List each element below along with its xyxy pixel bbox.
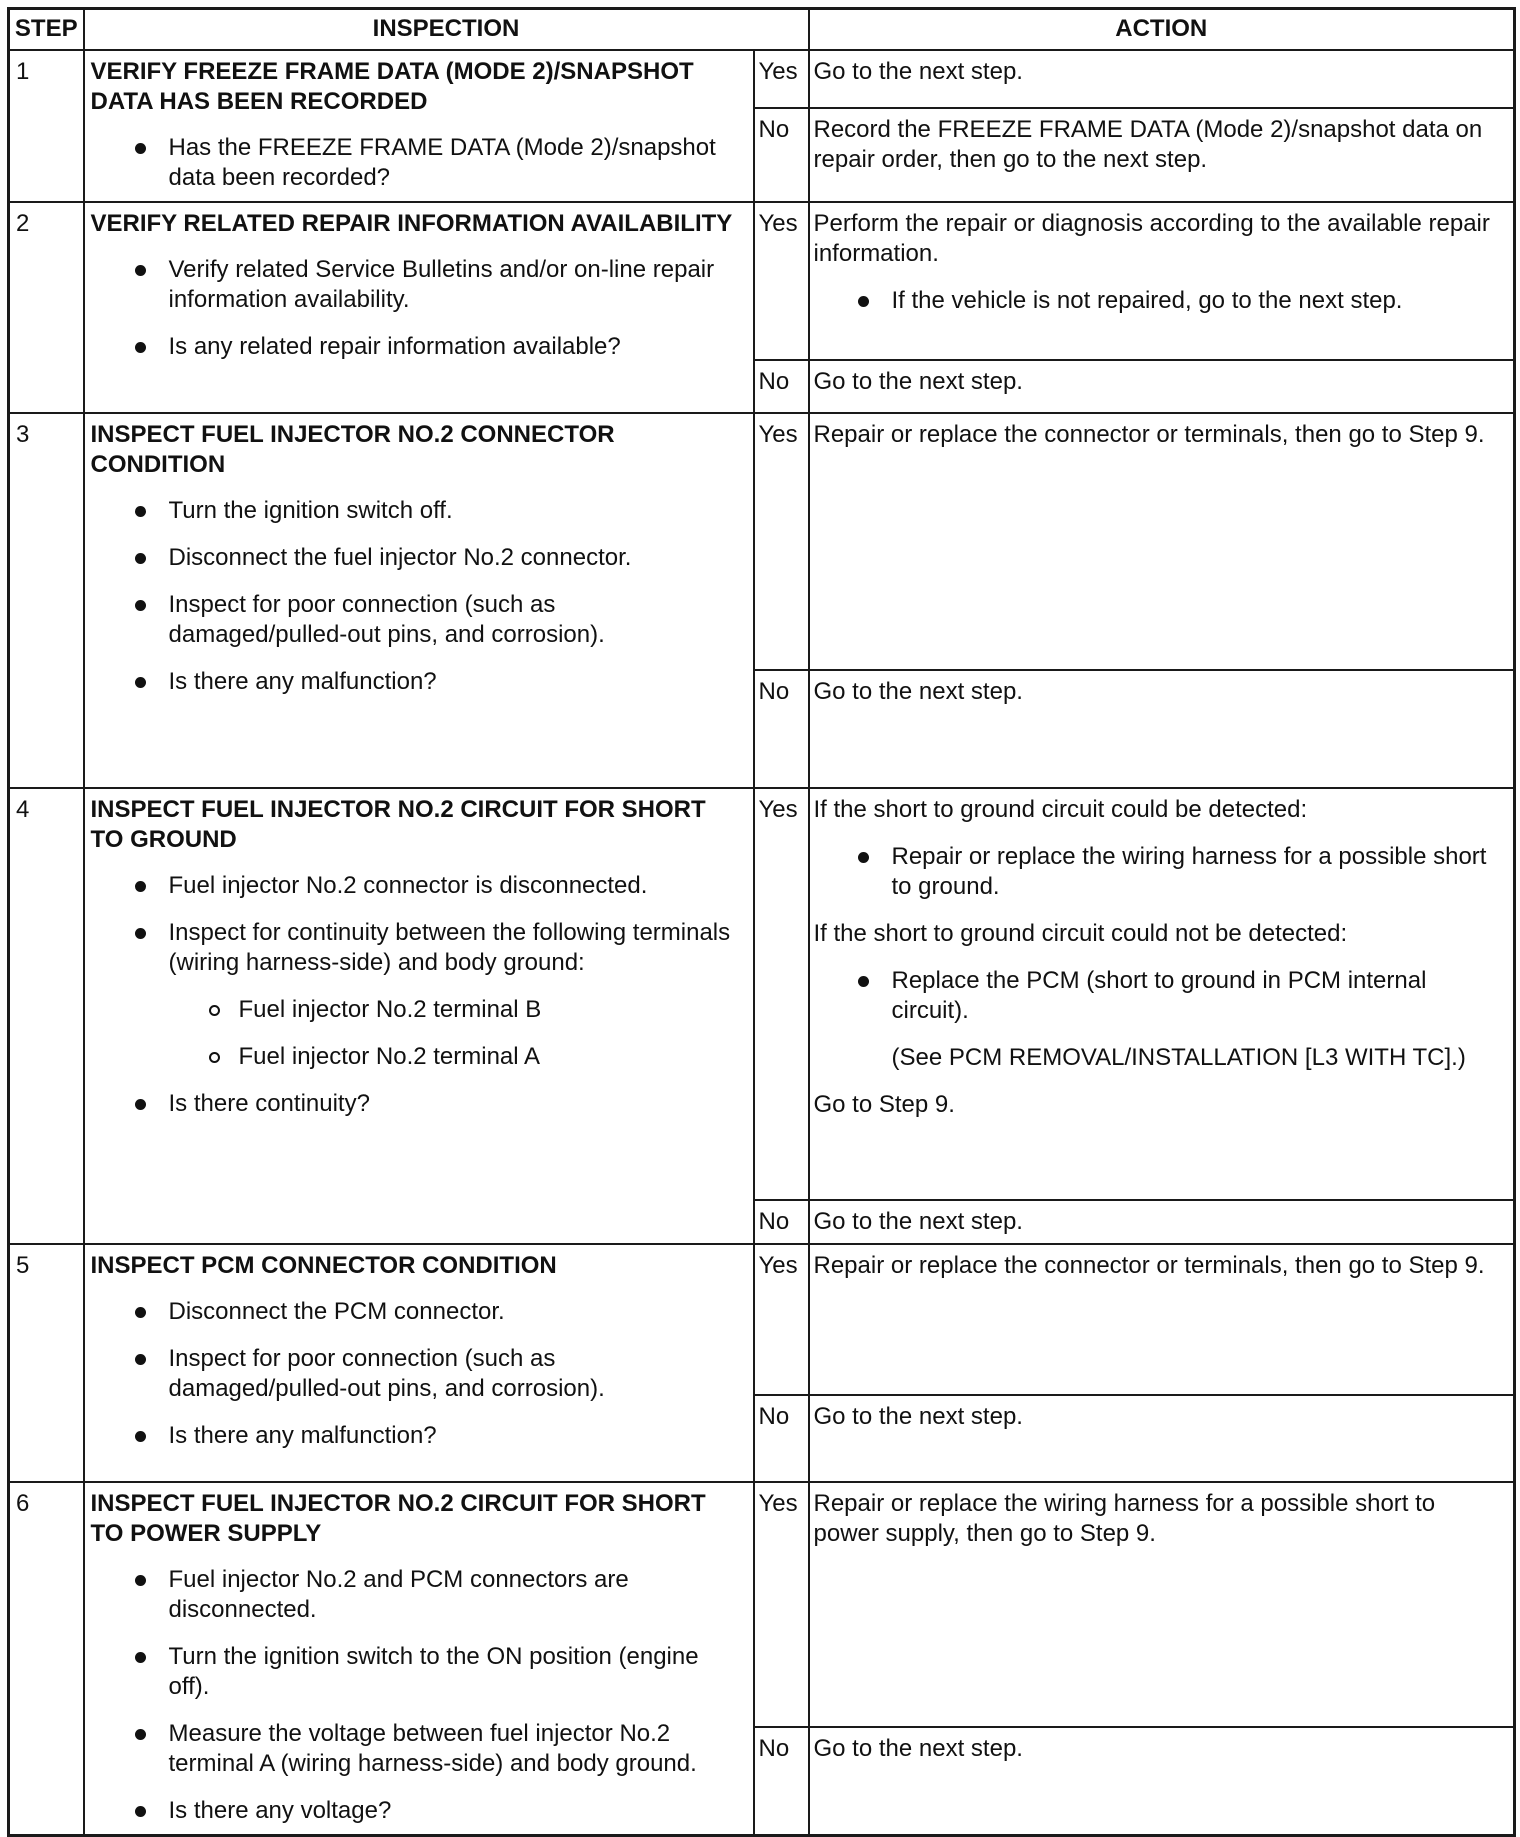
step-6-inspection — [84, 1482, 754, 1836]
yes-label: Yes — [754, 788, 809, 1200]
no-label: No — [754, 108, 809, 202]
yes-label: Yes — [754, 1482, 809, 1727]
inspection-item: Verify related Service Bulletins and/or on-line repair information availability. — [91, 255, 735, 315]
action-bullet: Repair or replace the wiring harness for a possible short to ground. — [814, 842, 1500, 902]
action-text: Go to the next step. — [813, 367, 1023, 395]
action-text: If the short to ground circuit could be detected: — [813, 795, 1308, 823]
step-title: VERIFY RELATED REPAIR INFORMATION AVAILABILITY — [90, 209, 733, 237]
no-action — [809, 1727, 1515, 1836]
inspection-item: Fuel injector No.2 connector is disconnected. — [91, 871, 735, 901]
diagnostic-procedure-table — [7, 7, 1516, 1837]
inspection-item: Turn the ignition switch to the ON position (engine off). — [91, 1642, 735, 1702]
step-number: 2 — [9, 202, 84, 413]
step-3-inspection — [84, 413, 754, 788]
action-text: Repair or replace the connector or terminals, then go to Step 9. — [813, 1251, 1485, 1279]
action-text: Go to the next step. — [813, 677, 1023, 705]
action-text: Go to the next step. — [813, 57, 1023, 85]
inspection-item: Is there any malfunction? — [91, 667, 735, 697]
yes-label: Yes — [754, 413, 809, 670]
no-action — [809, 108, 1515, 202]
yes-action — [809, 202, 1515, 360]
action-text: Repair or replace the wiring harness for a possible short to power supply, then go to Step 9. — [813, 1489, 1436, 1547]
step-title: INSPECT FUEL INJECTOR NO.2 CIRCUIT FOR SHORT TO GROUND — [90, 795, 706, 853]
yes-label: Yes — [754, 202, 809, 360]
step-2-yes-row — [9, 202, 1515, 360]
step-4-yes-row — [9, 788, 1515, 1200]
step-number: 3 — [9, 413, 84, 788]
inspection-item: Measure the voltage between fuel injector No.2 terminal A (wiring harness-side) and body ground. — [91, 1719, 735, 1779]
inspection-subitem: Fuel injector No.2 terminal A — [169, 1042, 735, 1072]
yes-action — [809, 50, 1515, 108]
step-title: INSPECT PCM CONNECTOR CONDITION — [90, 1251, 557, 1279]
step-6-yes-row — [9, 1482, 1515, 1727]
inspection-item: Turn the ignition switch off. — [91, 496, 735, 526]
no-label: No — [754, 670, 809, 788]
no-action — [809, 1395, 1515, 1482]
yes-label: Yes — [754, 50, 809, 108]
inspection-item: Is any related repair information available? — [91, 332, 735, 362]
header-step: STEP — [9, 9, 84, 50]
step-title: VERIFY FREEZE FRAME DATA (MODE 2)/SNAPSHOT DATA HAS BEEN RECORDED — [90, 57, 694, 115]
yes-action — [809, 413, 1515, 670]
inspection-item-text: Inspect for continuity between the following terminals (wiring harness-side) and body ground: — [168, 918, 731, 976]
action-text: If the short to ground circuit could not be detected: — [813, 919, 1348, 947]
step-title: INSPECT FUEL INJECTOR NO.2 CONNECTOR CONDITION — [90, 420, 615, 478]
step-number: 1 — [9, 50, 84, 202]
step-5-yes-row — [9, 1244, 1515, 1395]
yes-action — [809, 788, 1515, 1200]
header-action: ACTION — [809, 9, 1515, 50]
step-5-inspection — [84, 1244, 754, 1482]
inspection-item: Fuel injector No.2 and PCM connectors are disconnected. — [91, 1565, 735, 1625]
header-inspection: INSPECTION — [84, 9, 809, 50]
action-note: (See PCM REMOVAL/INSTALLATION [L3 WITH TC].) — [891, 1043, 1466, 1071]
step-number: 4 — [9, 788, 84, 1244]
inspection-item: Inspect for poor connection (such as damaged/pulled-out pins, and corrosion). — [91, 1344, 735, 1404]
no-action — [809, 670, 1515, 788]
inspection-item: Inspect for poor connection (such as damaged/pulled-out pins, and corrosion). — [91, 590, 735, 650]
yes-action — [809, 1244, 1515, 1395]
inspection-item: Disconnect the fuel injector No.2 connector. — [91, 543, 735, 573]
step-1-yes-row — [9, 50, 1515, 108]
no-label: No — [754, 360, 809, 413]
action-text: Record the FREEZE FRAME DATA (Mode 2)/snapshot data on repair order, then go to the next step. — [813, 115, 1483, 173]
no-label: No — [754, 1727, 809, 1836]
action-text: Go to Step 9. — [813, 1090, 955, 1118]
inspection-item: Is there any malfunction? — [91, 1421, 735, 1451]
step-1-inspection — [84, 50, 754, 202]
inspection-item — [91, 918, 735, 1072]
action-text: Go to the next step. — [813, 1207, 1023, 1235]
yes-label: Yes — [754, 1244, 809, 1395]
step-3-yes-row — [9, 413, 1515, 670]
no-label: No — [754, 1395, 809, 1482]
step-2-inspection — [84, 202, 754, 413]
inspection-subitem: Fuel injector No.2 terminal B — [169, 995, 735, 1025]
yes-action — [809, 1482, 1515, 1727]
no-action — [809, 360, 1515, 413]
step-4-inspection — [84, 788, 754, 1244]
action-text: Repair or replace the connector or terminals, then go to Step 9. — [813, 420, 1485, 448]
action-text: Go to the next step. — [813, 1402, 1023, 1430]
header-row — [9, 9, 1515, 50]
step-number: 6 — [9, 1482, 84, 1836]
inspection-item: Is there continuity? — [91, 1089, 735, 1119]
action-text: Go to the next step. — [813, 1734, 1023, 1762]
action-bullet: If the vehicle is not repaired, go to the next step. — [814, 286, 1500, 316]
action-bullet: Replace the PCM (short to ground in PCM internal circuit). — [814, 966, 1500, 1026]
inspection-item: Has the FREEZE FRAME DATA (Mode 2)/snapshot data been recorded? — [91, 133, 735, 193]
action-text: Perform the repair or diagnosis according to the available repair information. — [813, 209, 1490, 267]
inspection-item: Disconnect the PCM connector. — [91, 1297, 735, 1327]
no-label: No — [754, 1200, 809, 1244]
no-action — [809, 1200, 1515, 1244]
step-title: INSPECT FUEL INJECTOR NO.2 CIRCUIT FOR SHORT TO POWER SUPPLY — [90, 1489, 706, 1547]
inspection-item: Is there any voltage? — [91, 1796, 735, 1826]
step-number: 5 — [9, 1244, 84, 1482]
